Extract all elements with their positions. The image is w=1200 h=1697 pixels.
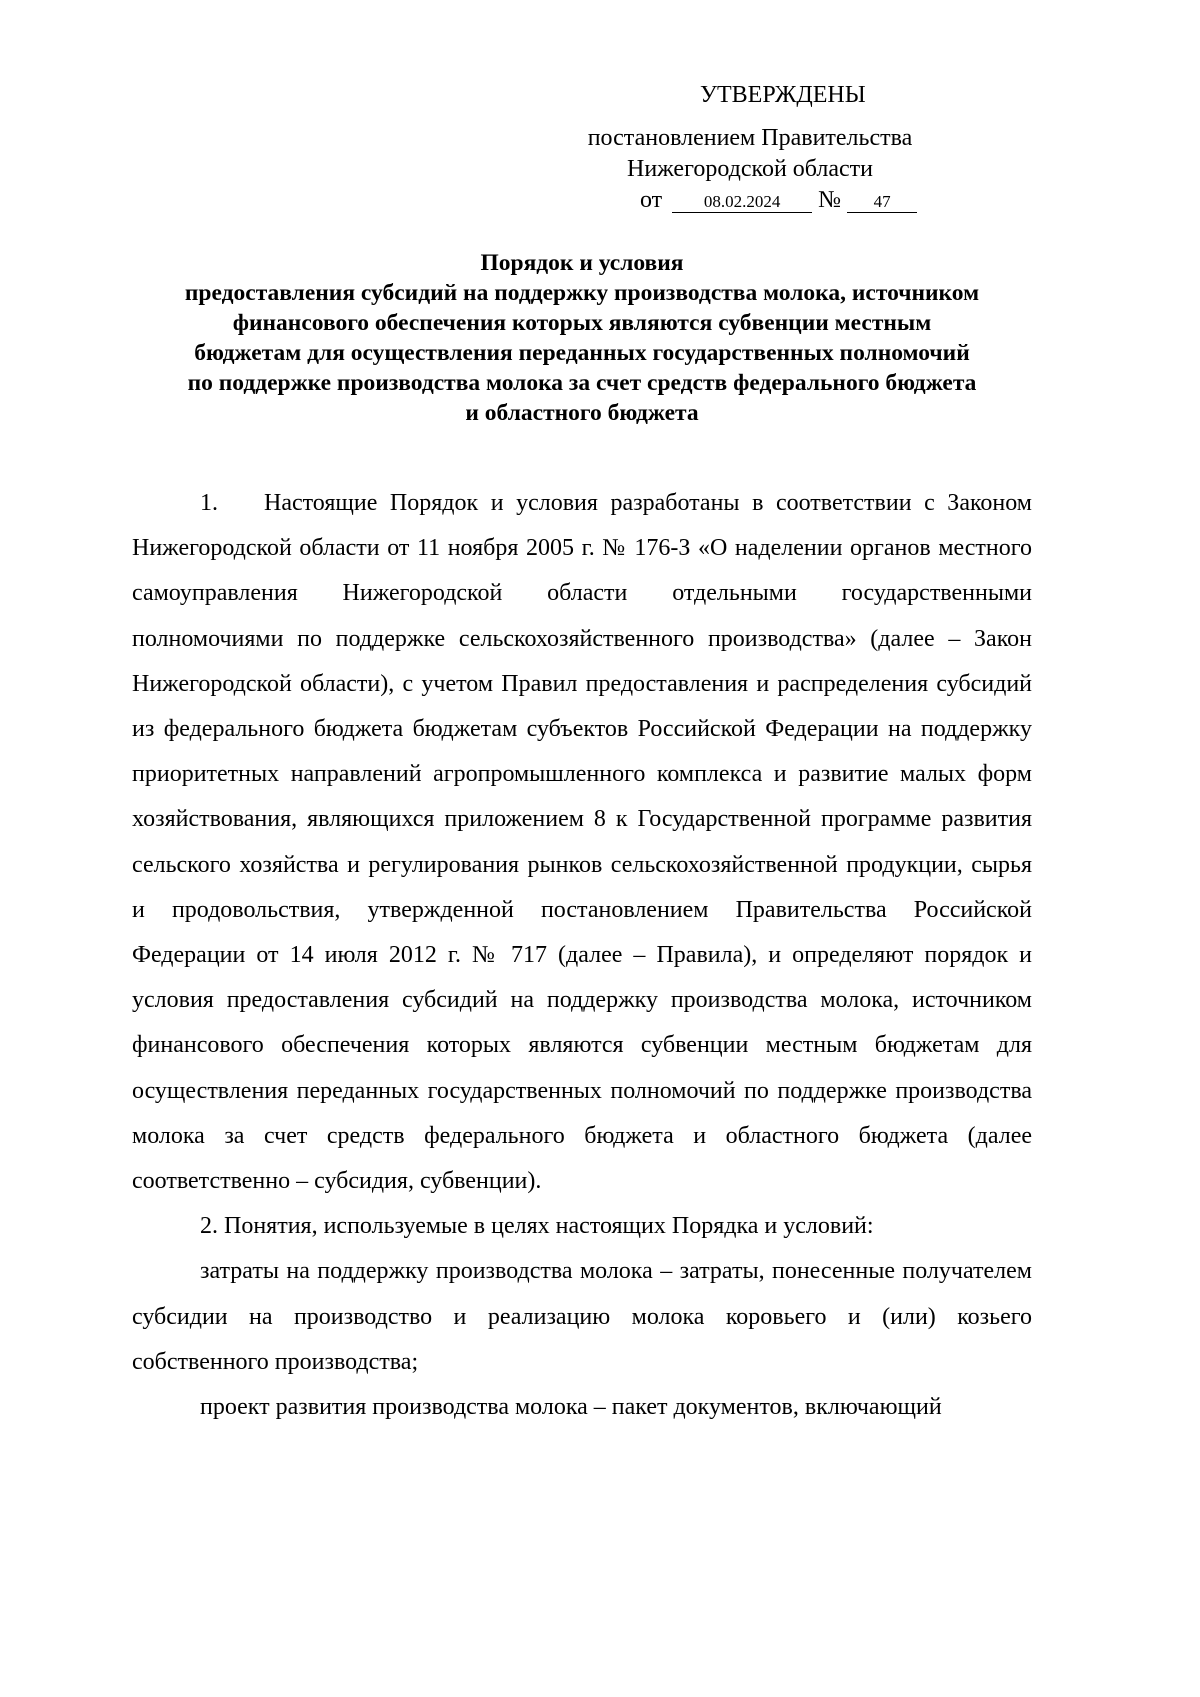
paragraph-1-number: 1.: [200, 490, 218, 516]
document-title: [132, 248, 1032, 428]
from-label: от: [640, 187, 663, 213]
approval-heading: УТВЕРЖДЕНЫ: [700, 82, 866, 108]
title-line-5: по поддержке производства молока за счет средств федерального бюджета: [187, 370, 977, 396]
paragraph-2: 2. Понятия, используемые в целях настоящих Порядка и условий:: [200, 1213, 874, 1240]
paragraph-3: затраты на поддержку производства молока – затраты, понесенные получателем субсидии на производство и реализацию молока коровьего и (или) козьего собственного производства;: [132, 1258, 1032, 1375]
paragraph-1: [132, 481, 1032, 1204]
approval-block: [560, 80, 980, 216]
number-label: №: [818, 187, 842, 213]
title-line-3: финансового обеспечения которых являются субвенции местным: [232, 310, 932, 336]
title-line-4: бюджетам для осуществления переданных государственных полномочий: [194, 340, 970, 366]
title-line-2: предоставления субсидий на поддержку производства молока, источником: [184, 280, 980, 306]
paragraph-4: проект развития производства молока – пакет документов, включающий: [200, 1394, 942, 1421]
paragraph-1-text: Настоящие Порядок и условия разработаны в соответствии с Законом Нижегородской области от 11 ноября 2005 г. № 176-З «О наделении органов местного самоуправления Нижегородской области отдельными государственными полномочиями по поддержке сельскохозяйственного производства» (далее – Закон Нижегородской области), с учетом Правил предоставления и распределения субсидий из федерального бюджета бюджетам субъектов Российской Федерации на поддержку приоритетных направлений агропромышленного комплекса и развитие малых форм хозяйствования, являющихся приложением 8 к Государственной программе развития сельского хозяйства и регулирования рынков сельскохозяйственной продукции, сырья и продовольствия, утвержденной постановлением Правительства Российской Федерации от 14 июля 2012 г. № 717 (далее – Правила), и определяют порядок и условия предоставления субсидий на поддержку производства молока, источником финансового обеспечения которых являются субвенции местным бюджетам для осуществления переданных государственных полномочий по поддержке производства молока за счет средств федерального бюджета и областного бюджета (далее соответственно – субсидия, субвенции).: [132, 490, 1032, 1195]
approval-date: 08.02.2024: [672, 192, 812, 213]
title-line-6: и областного бюджета: [465, 400, 699, 426]
approval-line-1: постановлением Правительства: [587, 125, 913, 151]
approval-number: 47: [847, 192, 917, 213]
approval-date-line: [640, 185, 980, 216]
approval-line-2: Нижегородской области: [626, 156, 874, 182]
document-body: [132, 481, 1032, 1430]
title-line-1: Порядок и условия: [480, 250, 684, 276]
